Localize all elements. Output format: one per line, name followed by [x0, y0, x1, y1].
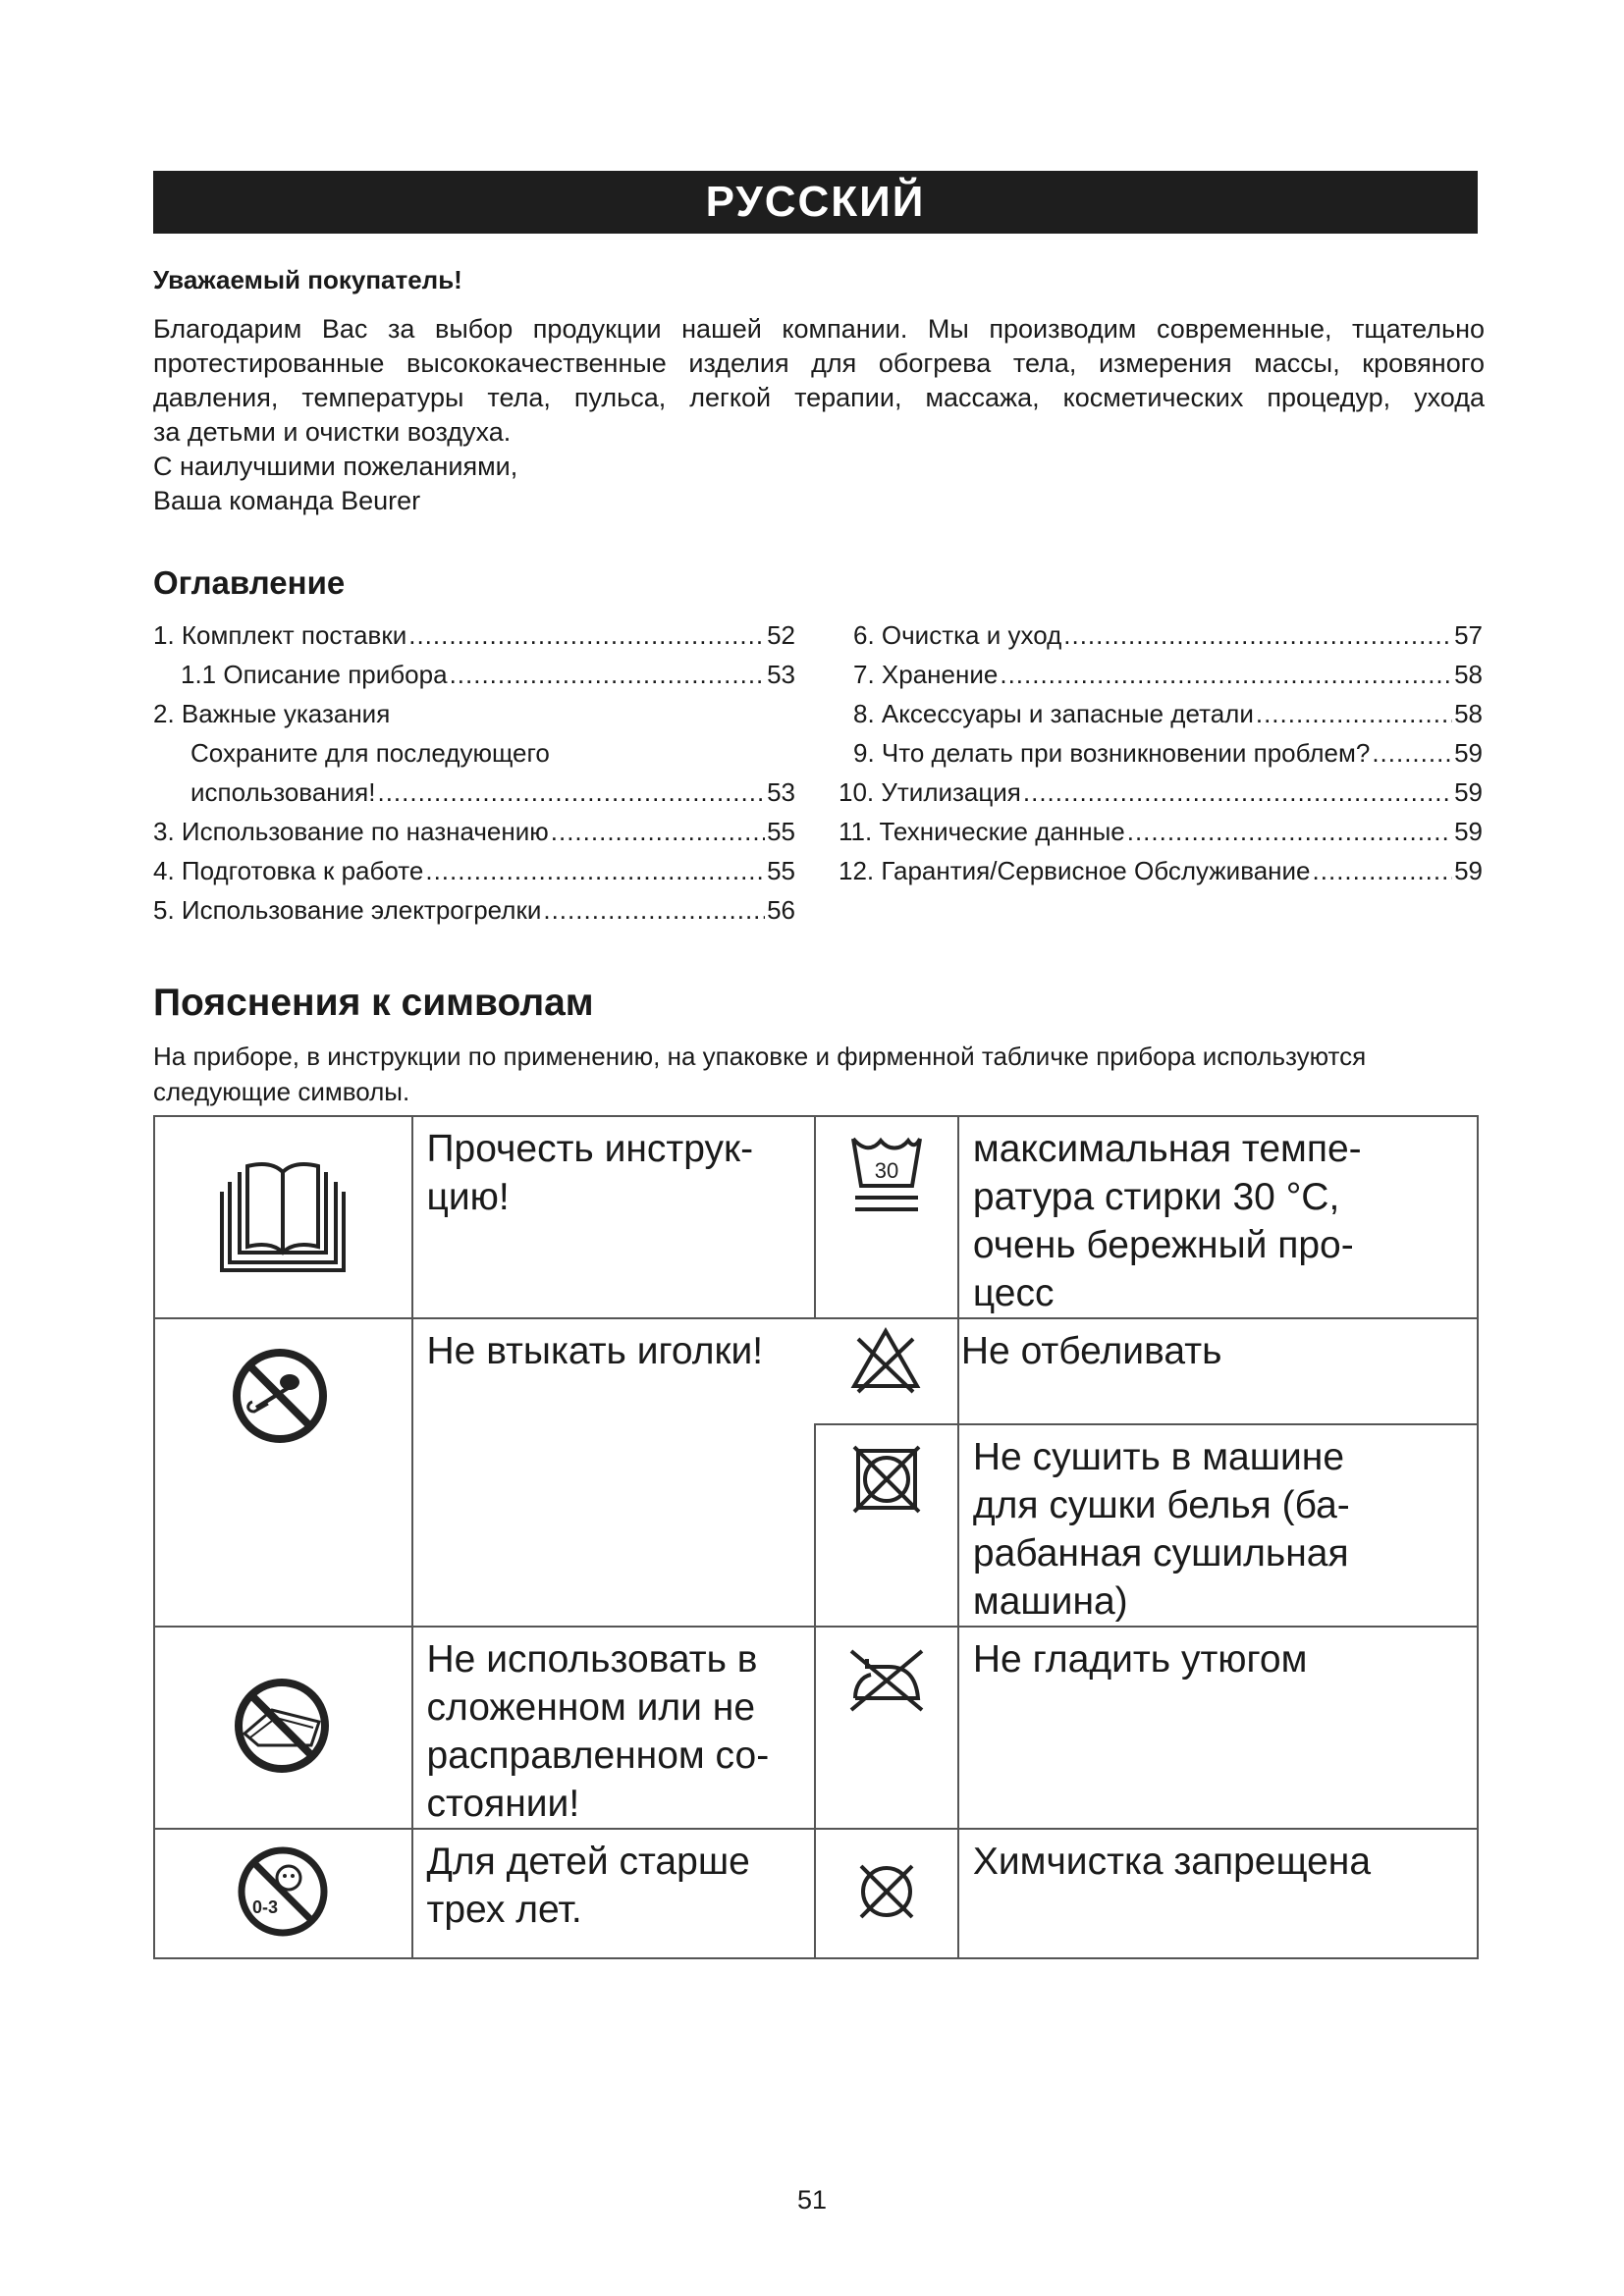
toc-entry-label: 8. Аксессуары и запасные детали — [853, 699, 1254, 728]
read-manual-text: Прочесть инструк- цию! — [426, 1128, 754, 1218]
wash-30-text: максимальная темпе- ратура стирки 30 °C, очень бережный про- цесс — [972, 1128, 1362, 1314]
symbol-text-cell — [412, 1627, 816, 1829]
no-iron-text: Не гладить утюгом — [972, 1638, 1308, 1681]
symbol-text-cell — [412, 1829, 816, 1958]
symbol-text-cell — [958, 1627, 1478, 1829]
no-iron-icon — [845, 1641, 928, 1714]
symbol-text-cell — [412, 1318, 816, 1627]
symbol-text-cell — [958, 1424, 1478, 1627]
symbol-icon-cell — [815, 1318, 958, 1424]
symbol-icon-cell — [815, 1829, 958, 1958]
symbol-text-cell — [958, 1116, 1478, 1318]
table-row — [154, 1116, 1478, 1318]
closing: С наилучшими пожеланиями, — [153, 452, 518, 481]
wash-30-icon-label: 30 — [874, 1158, 899, 1183]
toc-entry-page: 55 — [767, 817, 795, 846]
toc-entry-label: 10. Утилизация — [839, 777, 1021, 807]
toc-entry[interactable] — [153, 851, 795, 890]
toc-left-column — [153, 615, 795, 930]
toc-entry-page: 58 — [1454, 699, 1483, 728]
toc-entry-page: 59 — [1454, 738, 1483, 768]
symbols-table — [153, 1115, 1479, 1959]
toc-entry-label: 4. Подготовка к работе — [153, 856, 424, 885]
no-dry-clean-icon — [855, 1860, 918, 1923]
toc-entry-label: 2. Важные указания — [153, 699, 391, 728]
toc-entry[interactable] — [839, 615, 1483, 655]
no-dry-clean-text: Химчистка запрещена — [972, 1841, 1372, 1883]
toc-entry[interactable] — [153, 615, 795, 655]
toc-entry-label: 12. Гарантия/Сервисное Обслуживание — [839, 856, 1311, 885]
no-bleach-icon — [850, 1325, 921, 1396]
toc-entry-page: 58 — [1454, 660, 1483, 689]
toc-entry-continuation — [153, 733, 795, 773]
table-row — [154, 1627, 1478, 1829]
toc-entry[interactable] — [839, 812, 1483, 851]
symbols-title: Пояснения к символам — [153, 982, 594, 1024]
symbol-icon-cell — [154, 1116, 412, 1318]
toc-entry-label: 7. Хранение — [853, 660, 999, 689]
no-pins-icon — [229, 1347, 337, 1445]
toc-entry-label: 1.1 Описание прибора — [181, 660, 448, 689]
toc-entry[interactable] — [839, 694, 1483, 733]
greeting: Уважаемый покупатель! — [153, 265, 462, 294]
toc-entry-page: 53 — [767, 777, 795, 807]
no-tumble-dry-text: Не сушить в машине для сушки белья (ба- рабанная сушильная машина) — [972, 1436, 1350, 1623]
children-age-icon-label: 0-3 — [252, 1896, 279, 1917]
symbol-text-cell — [958, 1829, 1478, 1958]
toc-entry-page: 57 — [1454, 620, 1483, 650]
intro-line: протестированные высококачественные изделия для обогрева тела, измерения массы, кровяного — [153, 348, 1485, 378]
toc-entry-label: 11. Технические данные — [839, 817, 1125, 846]
symbol-icon-cell — [815, 1627, 958, 1829]
toc-entry-page: 52 — [767, 620, 795, 650]
intro-line: за детьми и очистки воздуха. — [153, 417, 512, 447]
toc-entry[interactable] — [153, 694, 795, 733]
read-manual-icon — [220, 1158, 346, 1272]
toc-entry[interactable] — [839, 851, 1483, 890]
toc-entry-page: 55 — [767, 856, 795, 885]
toc-entry[interactable] — [839, 733, 1483, 773]
toc-entry[interactable] — [153, 890, 795, 930]
children-age-text: Для детей старше трех лет. — [426, 1841, 750, 1931]
symbol-icon-cell — [154, 1627, 412, 1829]
children-age-icon — [234, 1842, 332, 1941]
toc-entry-label: 6. Очистка и уход — [853, 620, 1062, 650]
toc-entry-page: 53 — [767, 660, 795, 689]
toc-entry-continuation[interactable] — [153, 773, 795, 812]
no-folded-use-icon — [229, 1677, 337, 1775]
language-header: РУССКИЙ — [153, 171, 1478, 234]
symbol-icon-cell — [815, 1424, 958, 1627]
intro-line: Благодарим Вас за выбор продукции нашей компании. Мы производим современные, тщательно — [153, 314, 1485, 344]
toc-entry-label: 9. Что делать при возникновении проблем? — [853, 738, 1371, 768]
signature: Ваша команда Beurer — [153, 486, 421, 515]
toc-entry-label: 3. Использование по назначению — [153, 817, 549, 846]
table-row — [154, 1318, 1478, 1424]
wash-30-icon — [849, 1133, 924, 1217]
toc-entry-label: 5. Использование электрогрелки — [153, 895, 542, 925]
toc-entry[interactable] — [153, 812, 795, 851]
toc-entry[interactable] — [839, 773, 1483, 812]
symbol-text-cell — [958, 1318, 1478, 1424]
toc-entry-page: 59 — [1454, 777, 1483, 807]
intro-paragraph — [153, 312, 1485, 518]
symbol-icon-cell — [154, 1829, 412, 1958]
intro-line: давления, температуры тела, пульса, легкой терапии, массажа, косметических процедур, ухода — [153, 383, 1485, 412]
toc-entry-label: Сохраните для последующего — [190, 738, 550, 768]
toc-entry-label: использования! — [190, 777, 376, 807]
no-folded-use-text: Не использовать в сложенном или не расправленном со- стоянии! — [426, 1638, 770, 1825]
symbol-icon-cell — [154, 1318, 412, 1627]
toc-entry[interactable] — [839, 655, 1483, 694]
toc-entry-page: 59 — [1454, 856, 1483, 885]
toc-right-column — [839, 615, 1483, 890]
no-pins-text: Не втыкать иголки! — [426, 1330, 764, 1372]
symbols-intro: На приборе, в инструкции по применению, на упаковке и фирменной табличке прибора используются следующие символы. — [153, 1041, 1367, 1106]
symbol-text-cell — [412, 1116, 816, 1318]
no-bleach-text: Не отбеливать — [960, 1330, 1222, 1372]
toc-entry-page: 59 — [1454, 817, 1483, 846]
toc-entry-label: 1. Комплект поставки — [153, 620, 407, 650]
toc-entry[interactable] — [153, 655, 795, 694]
toc-title: Оглавление — [153, 564, 346, 601]
table-row — [154, 1829, 1478, 1958]
toc-entry-page: 56 — [767, 895, 795, 925]
symbol-icon-cell — [815, 1116, 958, 1318]
page-number: 51 — [796, 2185, 828, 2215]
no-tumble-dry-icon — [852, 1445, 921, 1514]
